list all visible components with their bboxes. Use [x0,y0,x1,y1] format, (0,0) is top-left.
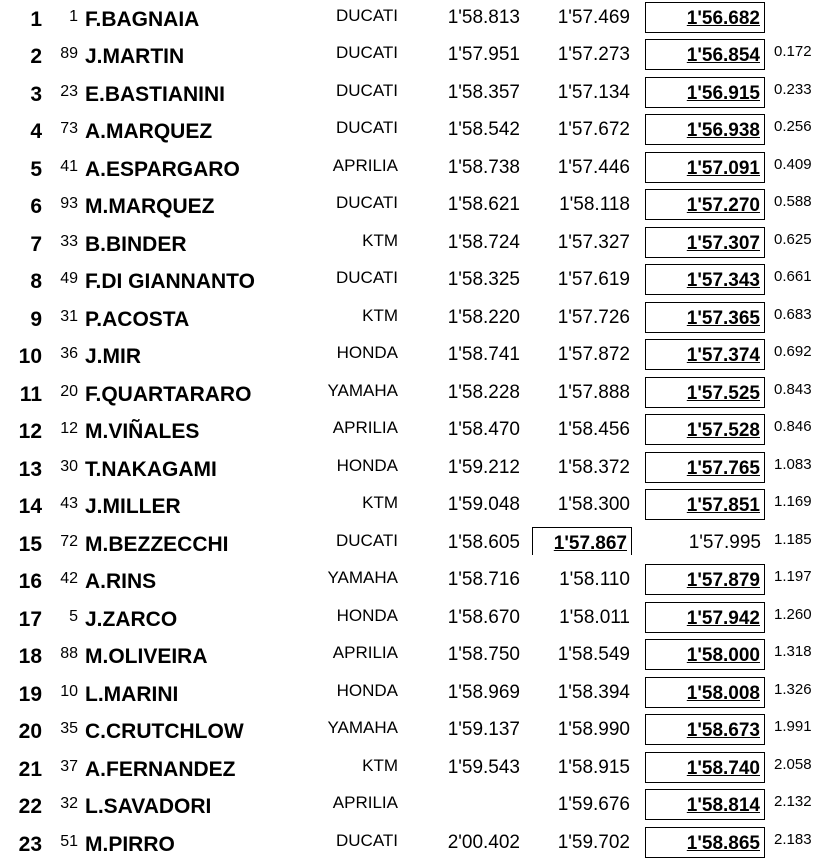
lap-time-1-cell: 1'59.048 [447,494,520,515]
position-cell: 20 [18,720,42,743]
best-lap-time-cell: 1'56.854 [645,39,765,70]
lap-time-1-cell: 1'58.621 [447,194,520,215]
team-cell: APRILIA [332,156,398,175]
rider-name-cell: P.ACOSTA [85,308,190,331]
lap-time-2-cell: 1'57.672 [557,119,630,140]
lap-time-1-cell: 1'58.724 [447,232,520,253]
best-lap-time-cell: 1'58.740 [645,752,765,783]
rider-number-cell: 32 [60,795,78,812]
rider-name-cell: C.CRUTCHLOW [85,720,244,743]
table-row [0,487,829,524]
team-cell: DUCATI [335,6,398,25]
best-lap-time-cell: 1'56.938 [645,114,765,145]
gap-cell: 0.588 [774,193,812,210]
team-cell: APRILIA [332,418,398,437]
rider-number-cell: 51 [60,833,78,850]
best-lap-time-cell: 1'58.000 [645,639,765,670]
gap-cell: 0.625 [774,231,812,248]
table-row [0,150,829,187]
rider-number-cell: 42 [60,570,78,587]
lap-time-1-cell: 1'59.212 [447,457,520,478]
lap-time-1-cell: 1'58.750 [447,644,520,665]
table-row [0,187,829,224]
best-lap-time-cell: 1'57.270 [645,189,765,220]
gap-cell: 0.683 [774,306,812,323]
team-cell: APRILIA [332,793,398,812]
best-lap-time-cell: 1'57.765 [645,452,765,483]
position-cell: 5 [30,158,42,181]
rider-number-cell: 5 [69,608,78,625]
gap-cell: 1.169 [774,493,812,510]
lap-time-1-cell: 1'58.357 [447,82,520,103]
rider-name-cell: J.ZARCO [85,608,178,631]
rider-name-cell: L.SAVADORI [85,795,212,818]
lap-time-2-cell: 1'58.118 [559,194,630,215]
lap-time-2-cell: 1'57.134 [557,82,630,103]
rider-number-cell: 49 [60,270,78,287]
position-cell: 21 [18,758,42,781]
team-cell: APRILIA [332,643,398,662]
gap-cell: 1.185 [774,531,812,548]
table-row [0,0,829,37]
gap-cell: 0.256 [774,118,812,135]
best-lap-time-cell: 1'57.525 [645,377,765,408]
rider-number-cell: 41 [60,158,78,175]
best-lap-time-cell: 1'57.942 [645,602,765,633]
table-row [0,600,829,637]
rider-name-cell: T.NAKAGAMI [85,458,217,481]
position-cell: 4 [30,120,42,143]
best-lap-time-cell: 1'57.307 [645,227,765,258]
lap-time-2-cell: 1'57.469 [557,7,630,28]
position-cell: 19 [18,683,42,706]
lap-time-2-cell: 1'57.867 [532,527,632,555]
position-cell: 3 [30,83,42,106]
lap-time-1-cell: 1'59.137 [447,719,520,740]
lap-time-2-cell: 1'58.549 [557,644,630,665]
best-lap-time-cell: 1'58.673 [645,714,765,745]
rider-name-cell: M.MARQUEZ [85,195,215,218]
best-lap-time-cell: 1'56.682 [645,2,765,33]
team-cell: KTM [362,756,398,775]
rider-number-cell: 20 [60,383,78,400]
table-row [0,787,829,824]
lap-time-1-cell: 2'00.402 [447,832,520,853]
position-cell: 11 [19,383,42,406]
best-lap-time-cell: 1'57.879 [645,564,765,595]
gap-cell: 2.183 [774,831,812,848]
best-lap-time-cell: 1'58.814 [645,789,765,820]
table-row [0,262,829,299]
lap-time-1-cell: 1'58.542 [447,119,520,140]
table-row [0,375,829,412]
rider-number-cell: 89 [60,45,78,62]
table-row [0,412,829,449]
best-lap-time-cell: 1'57.091 [645,152,765,183]
lap-time-2-cell: 1'58.990 [557,719,630,740]
best-lap-time-cell: 1'57.365 [645,302,765,333]
team-cell: KTM [362,231,398,250]
lap-time-1-cell: 1'59.543 [447,757,520,778]
lap-time-2-cell: 1'57.327 [557,232,630,253]
team-cell: DUCATI [335,118,398,137]
position-cell: 1 [30,8,42,31]
lap-time-2-cell: 1'57.446 [557,157,630,178]
best-lap-time-cell: 1'57.374 [645,339,765,370]
team-cell: DUCATI [335,531,398,550]
team-cell: YAMAHA [327,718,398,737]
lap-time-2-cell: 1'58.394 [557,682,630,703]
position-cell: 13 [18,458,42,481]
table-row [0,712,829,749]
best-lap-time-cell: 1'56.915 [645,77,765,108]
team-cell: DUCATI [335,193,398,212]
lap-time-1-cell: 1'58.670 [447,607,520,628]
rider-name-cell: M.BEZZECCHI [85,533,229,556]
lap-time-1-cell: 1'58.605 [447,532,520,553]
rider-name-cell: A.MARQUEZ [85,120,213,143]
table-row [0,300,829,337]
lap-time-1-cell: 1'58.220 [447,307,520,328]
lap-time-1-cell: 1'58.470 [447,419,520,440]
gap-cell: 0.692 [774,343,812,360]
lap-time-1-cell: 1'58.738 [447,157,520,178]
team-cell: HONDA [336,456,398,475]
position-cell: 18 [18,645,42,668]
table-row [0,525,829,562]
gap-cell: 1.991 [774,718,812,735]
rider-number-cell: 36 [60,345,78,362]
rider-name-cell: A.FERNANDEZ [85,758,236,781]
rider-name-cell: F.DI GIANNANTO [85,270,255,293]
table-row [0,637,829,674]
rider-name-cell: M.PIRRO [85,833,175,856]
position-cell: 14 [18,495,42,518]
gap-cell: 1.197 [774,568,812,585]
rider-number-cell: 31 [60,308,78,325]
lap-time-2-cell: 1'58.300 [557,494,630,515]
rider-name-cell: L.MARINI [85,683,179,706]
lap-time-1-cell: 1'58.969 [447,682,520,703]
team-cell: HONDA [336,343,398,362]
position-cell: 17 [18,608,42,631]
gap-cell: 2.058 [774,756,812,773]
table-row [0,825,829,862]
rider-name-cell: A.RINS [85,570,157,593]
position-cell: 12 [18,420,42,443]
team-cell: DUCATI [335,81,398,100]
gap-cell: 0.409 [774,156,812,173]
best-lap-time-cell: 1'57.343 [645,264,765,295]
position-cell: 23 [18,833,42,856]
lap-time-1-cell: 1'58.813 [447,7,520,28]
lap-time-2-cell: 1'58.915 [557,757,630,778]
position-cell: 7 [30,233,42,256]
lap-time-2-cell: 1'57.888 [557,382,630,403]
rider-name-cell: M.VIÑALES [85,420,200,443]
table-row [0,450,829,487]
table-row [0,675,829,712]
rider-number-cell: 30 [60,458,78,475]
lap-time-2-cell: 1'58.456 [557,419,630,440]
gap-cell: 0.661 [774,268,812,285]
rider-name-cell: A.ESPARGARO [85,158,240,181]
best-lap-time-cell: 1'58.865 [645,827,765,858]
lap-time-2-cell: 1'57.872 [557,344,630,365]
position-cell: 6 [30,195,42,218]
lap-time-1-cell: 1'58.228 [447,382,520,403]
position-cell: 22 [18,795,42,818]
rider-number-cell: 33 [60,233,78,250]
gap-cell: 2.132 [774,793,812,810]
rider-number-cell: 72 [60,533,78,550]
rider-number-cell: 43 [60,495,78,512]
position-cell: 9 [30,308,42,331]
gap-cell: 0.846 [774,418,812,435]
rider-name-cell: J.MARTIN [85,45,185,68]
rider-name-cell: J.MIR [85,345,142,368]
rider-number-cell: 10 [60,683,78,700]
position-cell: 15 [18,533,42,556]
team-cell: DUCATI [335,831,398,850]
position-cell: 8 [30,270,42,293]
position-cell: 16 [18,570,42,593]
table-row [0,337,829,374]
best-lap-time-cell: 1'58.008 [645,677,765,708]
position-cell: 10 [18,345,42,368]
lap-time-1-cell: 1'58.325 [447,269,520,290]
lap-time-1-cell: 1'57.951 [447,44,520,65]
gap-cell: 1.083 [774,456,812,473]
table-row [0,112,829,149]
best-lap-time-cell: 1'57.528 [645,414,765,445]
table-row [0,37,829,74]
rider-name-cell: M.OLIVEIRA [85,645,208,668]
lap-time-2-cell: 1'58.372 [557,457,630,478]
rider-name-cell: B.BINDER [85,233,187,256]
lap-time-2-cell: 1'57.619 [557,269,630,290]
team-cell: DUCATI [335,43,398,62]
rider-number-cell: 37 [60,758,78,775]
team-cell: YAMAHA [327,381,398,400]
table-row [0,562,829,599]
gap-cell: 0.843 [774,381,812,398]
lap-time-2-cell: 1'58.110 [559,569,630,590]
lap-time-1-cell: 1'58.716 [447,569,520,590]
rider-number-cell: 73 [60,120,78,137]
gap-cell: 0.233 [774,81,812,98]
position-cell: 2 [30,45,42,68]
team-cell: HONDA [336,681,398,700]
best-lap-time-cell: 1'57.851 [645,489,765,520]
team-cell: KTM [362,493,398,512]
lap-time-1-cell: 1'58.741 [447,344,520,365]
rider-name-cell: F.BAGNAIA [85,8,200,31]
gap-cell: 1.318 [774,643,812,660]
rider-number-cell: 88 [60,645,78,662]
team-cell: KTM [362,306,398,325]
lap-time-2-cell: 1'57.273 [557,44,630,65]
lap-time-2-cell: 1'59.676 [557,794,630,815]
rider-name-cell: J.MILLER [85,495,181,518]
gap-cell: 1.326 [774,681,812,698]
table-row [0,225,829,262]
rider-name-cell: E.BASTIANINI [85,83,226,106]
lap-time-2-cell: 1'59.702 [557,832,630,853]
team-cell: YAMAHA [327,568,398,587]
table-row [0,750,829,787]
team-cell: DUCATI [335,268,398,287]
rider-number-cell: 23 [60,83,78,100]
rider-name-cell: F.QUARTARARO [85,383,252,406]
rider-number-cell: 12 [60,420,78,437]
table-row [0,75,829,112]
best-lap-time-cell: 1'57.995 [688,532,761,553]
rider-number-cell: 1 [69,8,78,25]
rider-number-cell: 93 [60,195,78,212]
lap-time-2-cell: 1'58.011 [559,607,630,628]
gap-cell: 0.172 [774,43,812,60]
lap-time-2-cell: 1'57.726 [557,307,630,328]
gap-cell: 1.260 [774,606,812,623]
team-cell: HONDA [336,606,398,625]
rider-number-cell: 35 [60,720,78,737]
